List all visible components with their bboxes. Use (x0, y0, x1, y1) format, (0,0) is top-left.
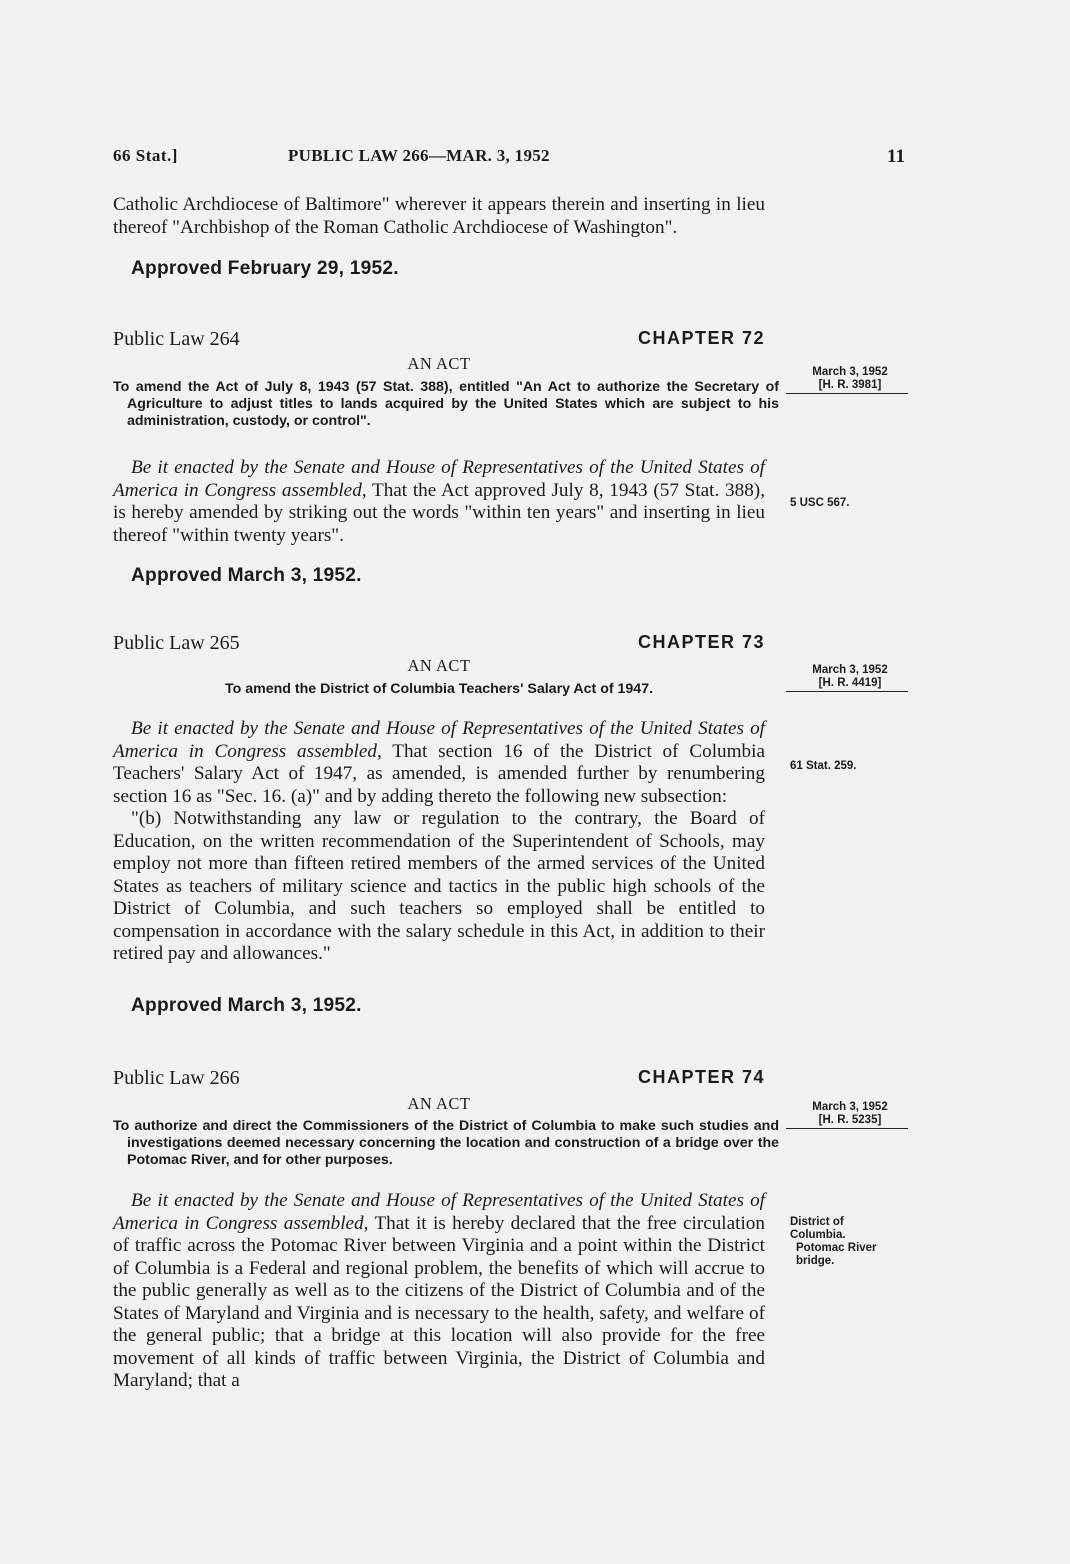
law-266-margin-note-1: District of Columbia. (790, 1216, 846, 1241)
volume-reference: 66 Stat.] (113, 146, 178, 165)
law-266-an-act: AN ACT (407, 1094, 471, 1113)
law-264-heading (113, 328, 765, 354)
margin-rule (786, 1128, 908, 1129)
law-266-margin-note-2: Potomac River bridge. (796, 1242, 877, 1267)
law-265-margin-note: 61 Stat. 259. (790, 760, 857, 772)
law-265-body: That section 16 of the District of Columbia Teachers' Salary Act of 1947, as amended, is amended further by renumbering section 16 as "Sec. 16. (a)" and by adding thereto the following new subsection: (113, 740, 765, 807)
law-265-title: To amend the District of Columbia Teachers' Salary Act of 1947. (224, 681, 654, 697)
law-265-subsection: "(b) Notwithstanding any law or regulation to the contrary, the Board of Education, on the written recommendation of the Superintendent of Schools, may employ not more than fifteen retired members of the armed services of the United States as teachers of military science and tactics in the public high schools of the District of Columbia, and such teachers so employed shall be entitled to compensation in accordance with the salary schedule in this Act, in addition to their retired pay and allowances." (113, 808, 765, 964)
law-264-title: To amend the Act of July 8, 1943 (57 Stat. 388), entitled "An Act to authorize the Secretary of Agriculture to adjust titles to lands acquired by the United States which are subject to his administration, custody, or control". (113, 379, 779, 429)
law-265-margin-bill: [H. R. 4419] (818, 677, 882, 689)
law-264-margin-date: March 3, 1952 (812, 366, 888, 378)
law-264-text (113, 457, 765, 547)
law-264-an-act: AN ACT (407, 354, 471, 373)
law-265-margin-date: March 3, 1952 (812, 664, 888, 676)
carryover-paragraph (113, 194, 765, 239)
carryover-text: Catholic Archdiocese of Baltimore" wherever it appears therein and inserting in lieu thereof "Archbishop of the Roman Catholic Archdiocese of Washington". (113, 194, 765, 238)
law-265-approved: Approved March 3, 1952. (131, 995, 362, 1016)
law-264-margin-bill: [H. R. 3981] (818, 379, 882, 391)
law-264-enacting-clause: Be it enacted by the Senate and House of Representatives of the United States of America in Congress assembled, (113, 457, 765, 501)
law-265-label: Public Law 265 (113, 632, 240, 654)
law-264-margin-ref (790, 366, 910, 394)
law-264-approved: Approved March 3, 1952. (131, 565, 362, 586)
page-number: 11 (887, 146, 905, 167)
running-head (113, 146, 905, 170)
law-266-title: To authorize and direct the Commissioners of the District of Columbia to make such studies and investigations deemed necessary concerning the location and construction of a bridge over the Potomac River, and for other purposes. (113, 1118, 779, 1168)
law-266-margin-bill: [H. R. 5235] (818, 1114, 882, 1126)
law-264-label: Public Law 264 (113, 328, 240, 350)
law-265-margin-ref (790, 664, 910, 692)
law-266-margin-date: March 3, 1952 (812, 1101, 888, 1113)
law-265-text (113, 718, 765, 966)
carryover-approved: Approved February 29, 1952. (131, 258, 399, 279)
law-265-an-act: AN ACT (407, 656, 471, 675)
law-265-enacting-clause: Be it enacted by the Senate and House of Representatives of the United States of America in Congress assembled, (113, 718, 765, 762)
law-266-body: That it is hereby declared that the free circulation of traffic across the Potomac River between Virginia and a point within the District of Columbia is a Federal and regional problem, the benefits of which will accrue to the public generally as well as to the citizens of the District of Columbia and of the States of Maryland and Virginia and is necessary to the health, safety, and welfare of the general public; that a bridge at this location will also provide for the free movement of all kinds of traffic between Virginia, the District of Columbia and Maryland; that a (113, 1212, 765, 1391)
margin-rule (786, 691, 908, 692)
law-264-chapter: CHAPTER 72 (637, 328, 765, 348)
running-title: PUBLIC LAW 266—MAR. 3, 1952 (288, 146, 550, 165)
law-266-enacting-clause: Be it enacted by the Senate and House of Representatives of the United States of America in Congress assembled, (113, 1190, 765, 1234)
law-266-margin-ref (790, 1101, 910, 1129)
law-266-label: Public Law 266 (113, 1067, 240, 1089)
law-265-chapter: CHAPTER 73 (637, 632, 765, 652)
law-264-body: That the Act approved July 8, 1943 (57 Stat. 388), is hereby amended by striking out the words "within ten years" and inserting in lieu thereof "within twenty years". (113, 479, 765, 546)
margin-rule (786, 393, 908, 394)
law-265-heading (113, 632, 765, 658)
law-266-text (113, 1190, 765, 1393)
law-266-chapter: CHAPTER 74 (637, 1067, 765, 1087)
law-266-heading (113, 1067, 765, 1093)
law-264-margin-note: 5 USC 567. (790, 497, 850, 509)
